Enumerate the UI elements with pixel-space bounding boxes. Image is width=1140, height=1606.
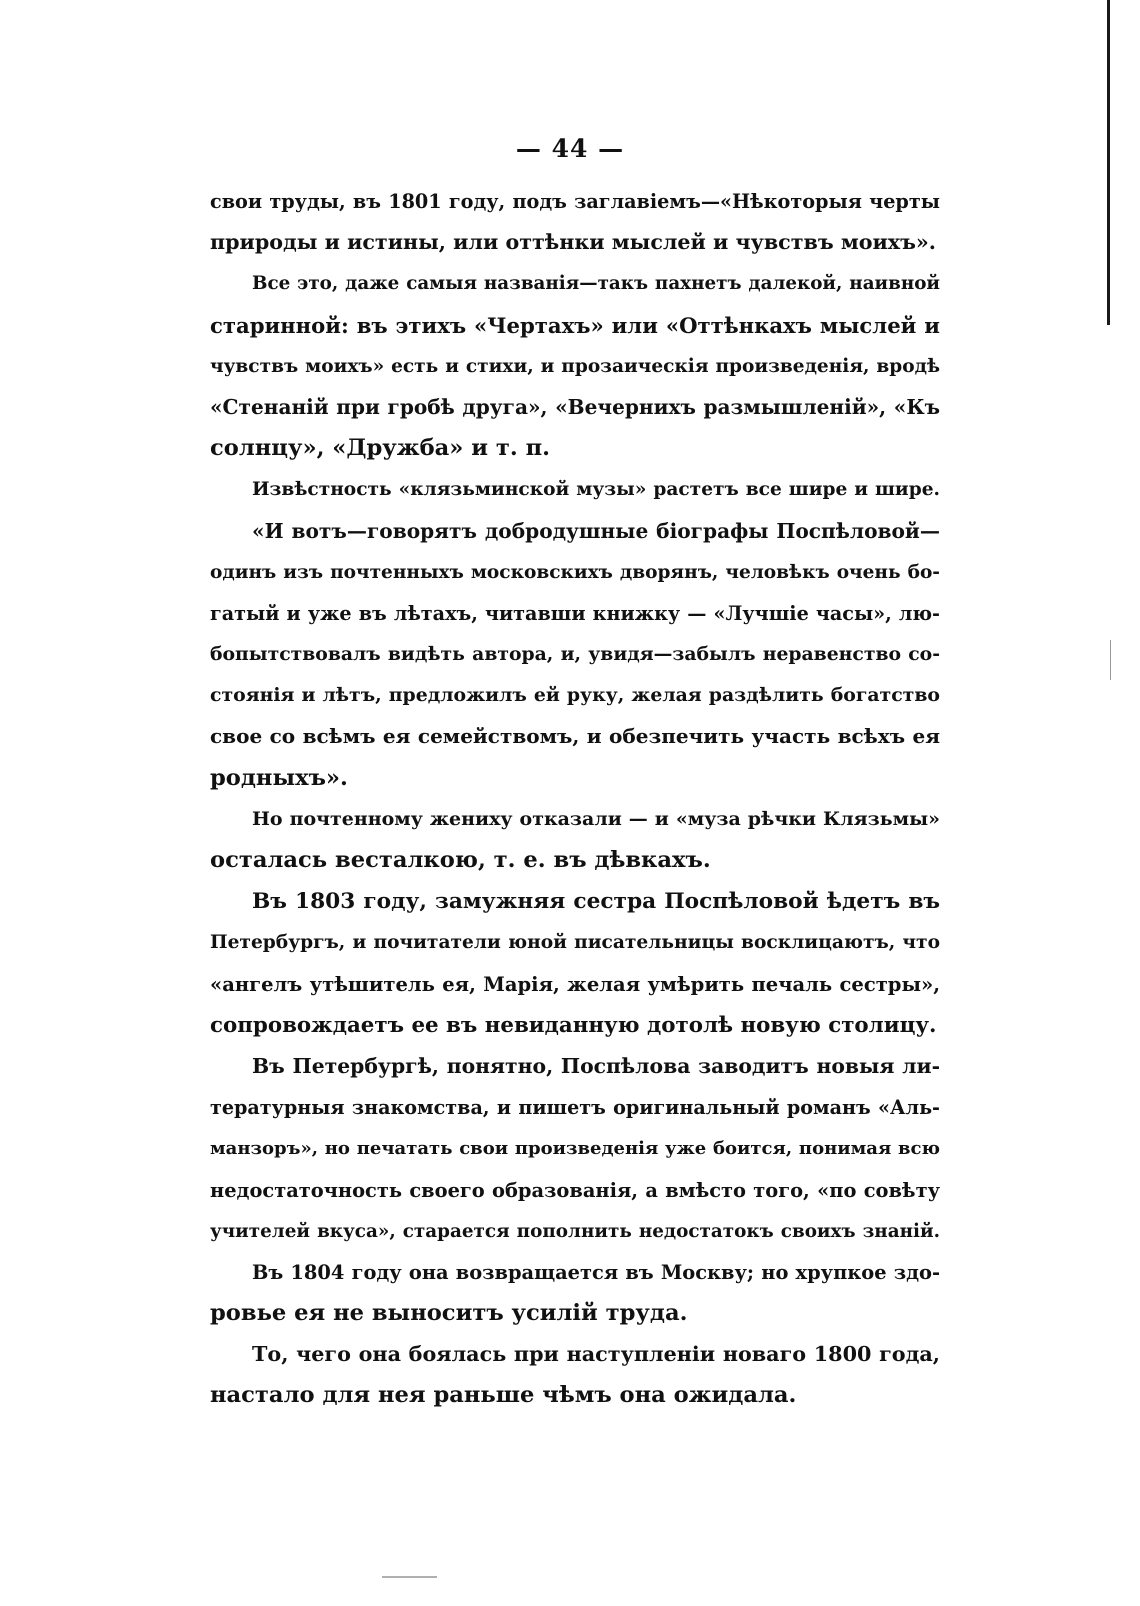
paragraph-5 <box>210 881 940 1046</box>
text-line: стоянія и лѣтъ, предложилъ ей руку, желая раздѣлить богатство <box>210 684 940 707</box>
text-line: Извѣстность «клязьминской музы» растетъ все шире и шире. <box>252 479 940 501</box>
text-line: Петербургъ, и почитатели юной писательницы восклицаютъ, что <box>210 932 940 954</box>
text-line: старинной: въ этихъ «Чертахъ» или «Оттѣнкахъ мыслей и <box>210 312 940 338</box>
text-line: недостаточность своего образованія, а вмѣсто того, «по совѣту <box>210 1178 940 1202</box>
text-line: тературныя знакомства, и пишетъ оригинальный романъ «Аль- <box>210 1096 940 1120</box>
text-line: «Стенаній при гробѣ друга», «Вечернихъ размышленій», «Къ <box>210 394 940 419</box>
text-line: Но почтенному жениху отказали — и «муза рѣчки Клязьмы» <box>252 807 940 830</box>
paragraph-1 <box>210 181 940 263</box>
text-line: То, чего она боялась при наступленіи новаго 1800 года, <box>252 1342 940 1367</box>
text-line: Въ 1804 году она возвращается въ Москву; но хрупкое здо- <box>252 1260 940 1284</box>
text-line: Въ 1803 году, замужняя сестра Поспѣловой ѣдетъ въ <box>252 889 940 915</box>
text-line: гатый и уже въ лѣтахъ, читавши книжку — «Лучшіе часы», лю- <box>210 601 940 625</box>
paragraph-4 <box>210 799 940 881</box>
text-line: учителей вкуса», старается пополнить недостатокъ своихъ знаній. <box>210 1220 940 1242</box>
text-line: «И вотъ—говорятъ добродушные біографы Поспѣловой— <box>252 518 940 543</box>
text-line: Въ Петербургѣ, понятно, Поспѣлова заводитъ новыя ли- <box>252 1053 940 1078</box>
text-line: ровье ея не выноситъ усилій труда. <box>210 1300 688 1327</box>
paragraph-8 <box>210 1334 940 1416</box>
text-line: свои труды, въ 1801 году, подъ заглавіемъ—«Нѣкоторыя черты <box>210 190 940 213</box>
page-edge-mark <box>1110 640 1111 680</box>
text-line: солнцу», «Дружба» и т. п. <box>210 435 551 462</box>
text-line: свое со всѣмъ ея семействомъ, и обезпечить участь всѣхъ ея <box>210 724 940 749</box>
paragraph-3 <box>210 469 940 799</box>
text-line: настало для нея раньше чѣмъ она ожидала. <box>210 1382 797 1409</box>
text-line: манзоръ», но печатать свои произведенія уже боится, понимая всю <box>210 1138 940 1160</box>
text-line: сопровождаетъ ее въ невиданную дотолѣ новую столицу. <box>210 1012 937 1038</box>
text-line: «ангелъ утѣшитель ея, Марія, желая умѣрить печаль сестры», <box>210 972 940 996</box>
page-number: — 44 — <box>515 134 625 163</box>
text-line: одинъ изъ почтенныхъ московскихъ дворянъ, человѣкъ очень бо- <box>210 561 940 583</box>
text-line: осталась весталкою, т. е. въ дѣвкахъ. <box>210 847 711 873</box>
paragraph-7 <box>210 1252 940 1334</box>
text-line: родныхъ». <box>210 764 348 791</box>
paragraph-2 <box>210 263 940 469</box>
text-line: бопытствовалъ видѣть автора, и, увидя—забылъ неравенство со- <box>210 643 940 666</box>
page-body-text <box>210 181 940 1417</box>
text-line: Все это, даже самыя названія—такъ пахнетъ далекой, наивной <box>252 273 940 295</box>
text-line: природы и истины, или оттѣнки мыслей и чувствъ моихъ». <box>210 230 936 255</box>
scan-artifact-line <box>382 1576 437 1578</box>
text-line: чувствъ моихъ» есть и стихи, и прозаическія произведенія, вродѣ <box>210 355 940 377</box>
paragraph-6 <box>210 1046 940 1252</box>
